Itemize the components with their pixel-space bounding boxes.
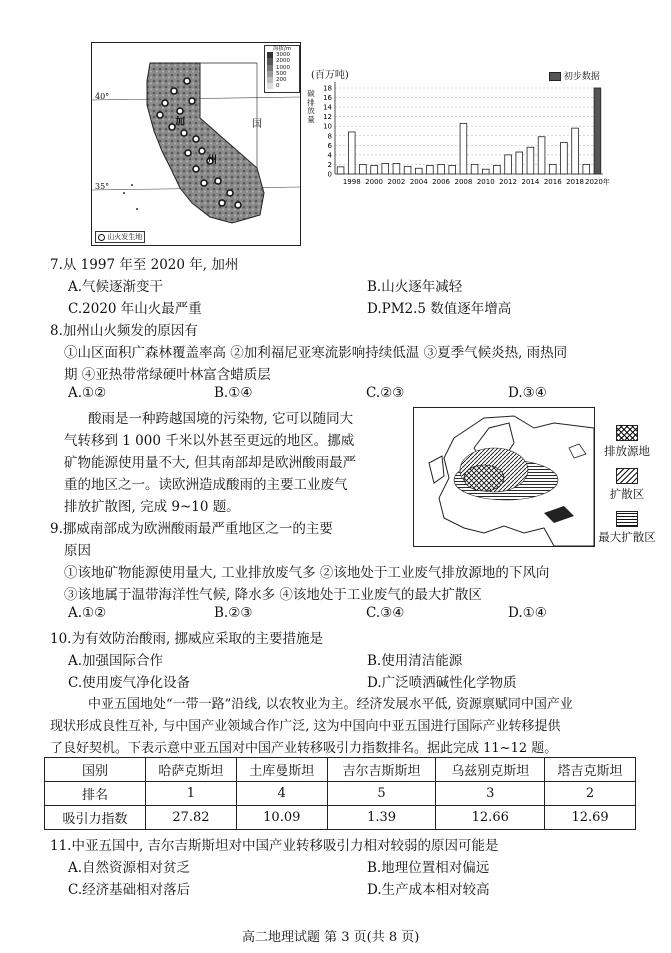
legend-spread-swatch [616, 468, 638, 484]
y-tick-label: 8 [327, 132, 332, 141]
table-row [45, 806, 636, 830]
table-cell: 排名 [45, 782, 146, 806]
q10-option-d[interactable]: D.广泛喷洒碱性化学物质 [367, 675, 517, 691]
q9-statement-line2: ③该地属于温带海洋性气候, 降水多 ④该地处于工业废气的最大扩散区 [64, 587, 482, 603]
table-header-row [45, 758, 636, 782]
table-cell: 1.39 [327, 806, 436, 830]
q9-option-c[interactable]: C.③④ [366, 605, 405, 621]
elev-500: 500 [276, 70, 287, 77]
bar-2005 [427, 165, 434, 174]
y-tick-label: 4 [327, 151, 332, 160]
q9-statement-line1: ①该地矿物能源使用量大, 工业排放废气多 ②该地处于工业废气排放源地的下风向 [64, 565, 550, 581]
q8-option-d[interactable]: D.③④ [508, 385, 547, 401]
q8-option-b[interactable]: B.①④ [214, 385, 253, 401]
q11-option-c[interactable]: C.经济基础相对落后 [68, 882, 191, 898]
chart-legend [549, 69, 600, 82]
legend-source-swatch [616, 425, 638, 441]
intro1112-line2: 现状形成良性互补, 与中国产业领域合作广泛, 这为中国向中亚五国进行国际产业转移提供 [50, 719, 561, 734]
bar-1999 [360, 164, 367, 174]
table-cell: 12.66 [436, 806, 545, 830]
q8-stem: 8.加州山火频发的原因有 [50, 323, 198, 339]
y-tick-label: 2 [327, 160, 332, 169]
bar-2014 [527, 147, 534, 174]
chart-y-unit: (百万吨) [311, 70, 349, 81]
y-tick-label: 6 [327, 141, 332, 150]
table-cell: 3 [436, 782, 545, 806]
table-header-cell: 国别 [45, 758, 146, 782]
q8-option-c[interactable]: C.②③ [366, 385, 405, 401]
bar-2001 [382, 163, 389, 174]
x-tick-label: 2008 [454, 178, 473, 186]
q8-option-a[interactable]: A.①② [68, 385, 107, 401]
table-row [45, 782, 636, 806]
q9-option-b[interactable]: B.②③ [214, 605, 253, 621]
bar-2011 [494, 165, 501, 174]
x-tick-label: 1998 [342, 178, 361, 186]
table-header-cell: 吉尔吉斯斯坦 [327, 758, 436, 782]
table-cell: 12.69 [545, 806, 636, 830]
elev-2000: 2000 [276, 58, 290, 65]
table-cell: 吸引力指数 [45, 806, 146, 830]
intro910-line5: 排放扩散图, 完成 9~10 题。 [64, 499, 240, 515]
q10-option-b[interactable]: B.使用清洁能源 [367, 653, 463, 669]
fire-legend-text: 山火发生地 [107, 233, 143, 241]
legend-spread-label: 扩散区 [609, 487, 645, 501]
legend-max-spread-swatch [616, 511, 638, 527]
y-tick-label: 10 [323, 122, 332, 131]
bar-2006 [438, 164, 445, 174]
bar-1997 [337, 167, 344, 174]
intro910-line2: 气转移到 1 000 千米以外甚至更远的地区。挪威 [64, 433, 355, 449]
x-tick-label: 2014 [521, 178, 540, 186]
bar-2007 [449, 165, 456, 174]
table-cell: 1 [146, 782, 237, 806]
y-tick-label: 0 [327, 170, 332, 179]
country-label-guo: 国 [252, 119, 262, 130]
state-label-zhou: 州 [207, 155, 217, 166]
table-cell: 4 [236, 782, 327, 806]
europe-map-legend [596, 425, 658, 545]
x-tick-label: 2012 [499, 178, 517, 186]
bar-2008 [460, 123, 467, 174]
q8-statement-line2: 期 ④亚热带常绿硬叶林富含蜡质层 [64, 367, 271, 383]
q9-option-a[interactable]: A.①② [68, 605, 107, 621]
q7-option-d[interactable]: D.PM2.5 数值逐年增高 [367, 301, 512, 317]
q11-option-d[interactable]: D.生产成本相对较高 [367, 882, 490, 898]
q8-statement-line1: ①山区面积广森林覆盖率高 ②加利福尼亚寒流影响持续低温 ③夏季气候炎热, 雨热同 [64, 345, 568, 361]
bar-2016 [549, 164, 556, 174]
x-tick-label: 2004 [409, 178, 428, 186]
q11-stem: 11.中亚五国中, 吉尔吉斯斯坦对中国产业转移吸引力相对较弱的原因可能是 [50, 838, 499, 854]
carbon-emission-chart [303, 62, 628, 196]
table-cell: 27.82 [146, 806, 237, 830]
elev-200: 200 [276, 77, 287, 84]
q7-stem: 7.从 1997 年至 2020 年, 加州 [50, 257, 239, 273]
bar-2010 [482, 169, 489, 174]
chart-legend-label: 初步数据 [563, 72, 600, 82]
q7-option-a[interactable]: A.气候逐渐变干 [68, 279, 164, 295]
bar-2004 [415, 168, 422, 174]
y-tick-label: 16 [323, 94, 332, 103]
elev-1000: 1000 [276, 64, 290, 71]
latitude-40: 40° [95, 92, 110, 101]
legend-max-spread-label: 最大扩散区 [598, 530, 656, 544]
q10-stem: 10.为有效防治酸雨, 挪威应采取的主要措施是 [50, 631, 324, 647]
intro910-line1: 酸雨是一种跨越国境的污染物, 它可以随同大 [88, 411, 354, 427]
q9-option-d[interactable]: D.①④ [508, 605, 547, 621]
chart-plot [303, 62, 628, 196]
intro1112-line1: 中亚五国地处“一带一路”沿线, 以农牧业为主。经济发展水平低, 资源禀赋同中国产业 [88, 697, 573, 712]
intro910-line4: 重的地区之一。读欧洲造成酸雨的主要工业废气 [64, 477, 348, 493]
california-wildfire-map [91, 42, 301, 246]
x-tick-label: 2002 [387, 178, 406, 186]
chart-y-title: 碳排放量 [307, 89, 315, 124]
table-cell: 10.09 [236, 806, 327, 830]
bar-2000 [371, 165, 378, 174]
latitude-35: 35° [95, 182, 110, 191]
q9-stem-line1: 9.挪威南部成为欧洲酸雨最严重地区之一的主要 [50, 521, 333, 537]
x-tick-label: 2020年 [585, 178, 610, 186]
bar-1998 [348, 132, 355, 174]
fire-legend [95, 231, 145, 243]
q9-stem-line2: 原因 [64, 543, 91, 559]
table-header-cell: 哈萨克斯坦 [146, 758, 237, 782]
q11-option-b[interactable]: B.地理位置相对偏远 [367, 860, 490, 876]
intro1112-line3: 了良好契机。下表示意中亚五国对中国产业转移吸引力指数排名。据此完成 11~12 题。 [50, 741, 558, 756]
q10-option-a[interactable]: A.加强国际合作 [68, 653, 164, 669]
europe-map-graphic [414, 408, 594, 546]
state-label-jia: 加 [175, 117, 185, 128]
intro910-line3: 矿物能源使用量不大, 但其南部却是欧洲酸雨最严 [64, 455, 357, 471]
q7-option-c[interactable]: C.2020 年山火最严重 [68, 301, 202, 317]
elevation-legend-title: 海拔/m [272, 46, 292, 52]
table-header-cell: 塔吉克斯坦 [545, 758, 636, 782]
bar-2017 [561, 142, 568, 174]
bar-2020 [594, 88, 601, 174]
y-tick-label: 12 [323, 113, 332, 122]
elev-3000: 3000 [276, 52, 290, 59]
elevation-legend [264, 45, 300, 93]
table-header-cell: 土库曼斯坦 [236, 758, 327, 782]
elev-0: 0 [276, 83, 280, 90]
x-tick-label: 2000 [365, 178, 383, 186]
y-tick-label: 18 [323, 84, 332, 93]
bar-2013 [516, 152, 523, 174]
table-cell: 2 [545, 782, 636, 806]
bar-2003 [404, 166, 411, 174]
bar-2012 [505, 155, 512, 174]
x-tick-label: 2016 [543, 178, 562, 186]
q7-option-b[interactable]: B.山火逐年减轻 [367, 279, 463, 295]
table-cell: 5 [327, 782, 436, 806]
bar-2002 [393, 163, 400, 174]
x-tick-label: 2010 [476, 178, 495, 186]
y-tick-label: 14 [323, 103, 332, 112]
bar-2018 [572, 128, 579, 174]
europe-acid-rain-map [413, 407, 595, 547]
bar-2019 [583, 164, 590, 174]
attraction-index-table [44, 757, 636, 830]
q10-option-c[interactable]: C.使用废气净化设备 [68, 675, 191, 691]
legend-source-label: 排放源地 [604, 444, 650, 458]
bar-2015 [538, 137, 545, 174]
q11-option-a[interactable]: A.自然资源相对贫乏 [68, 860, 191, 876]
bar-2009 [471, 164, 478, 174]
table-header-cell: 乌兹别克斯坦 [436, 758, 545, 782]
x-tick-label: 2018 [566, 178, 584, 186]
page-footer: 高二地理试题 第 3 页(共 8 页) [242, 930, 420, 945]
x-tick-label: 2006 [432, 178, 450, 186]
